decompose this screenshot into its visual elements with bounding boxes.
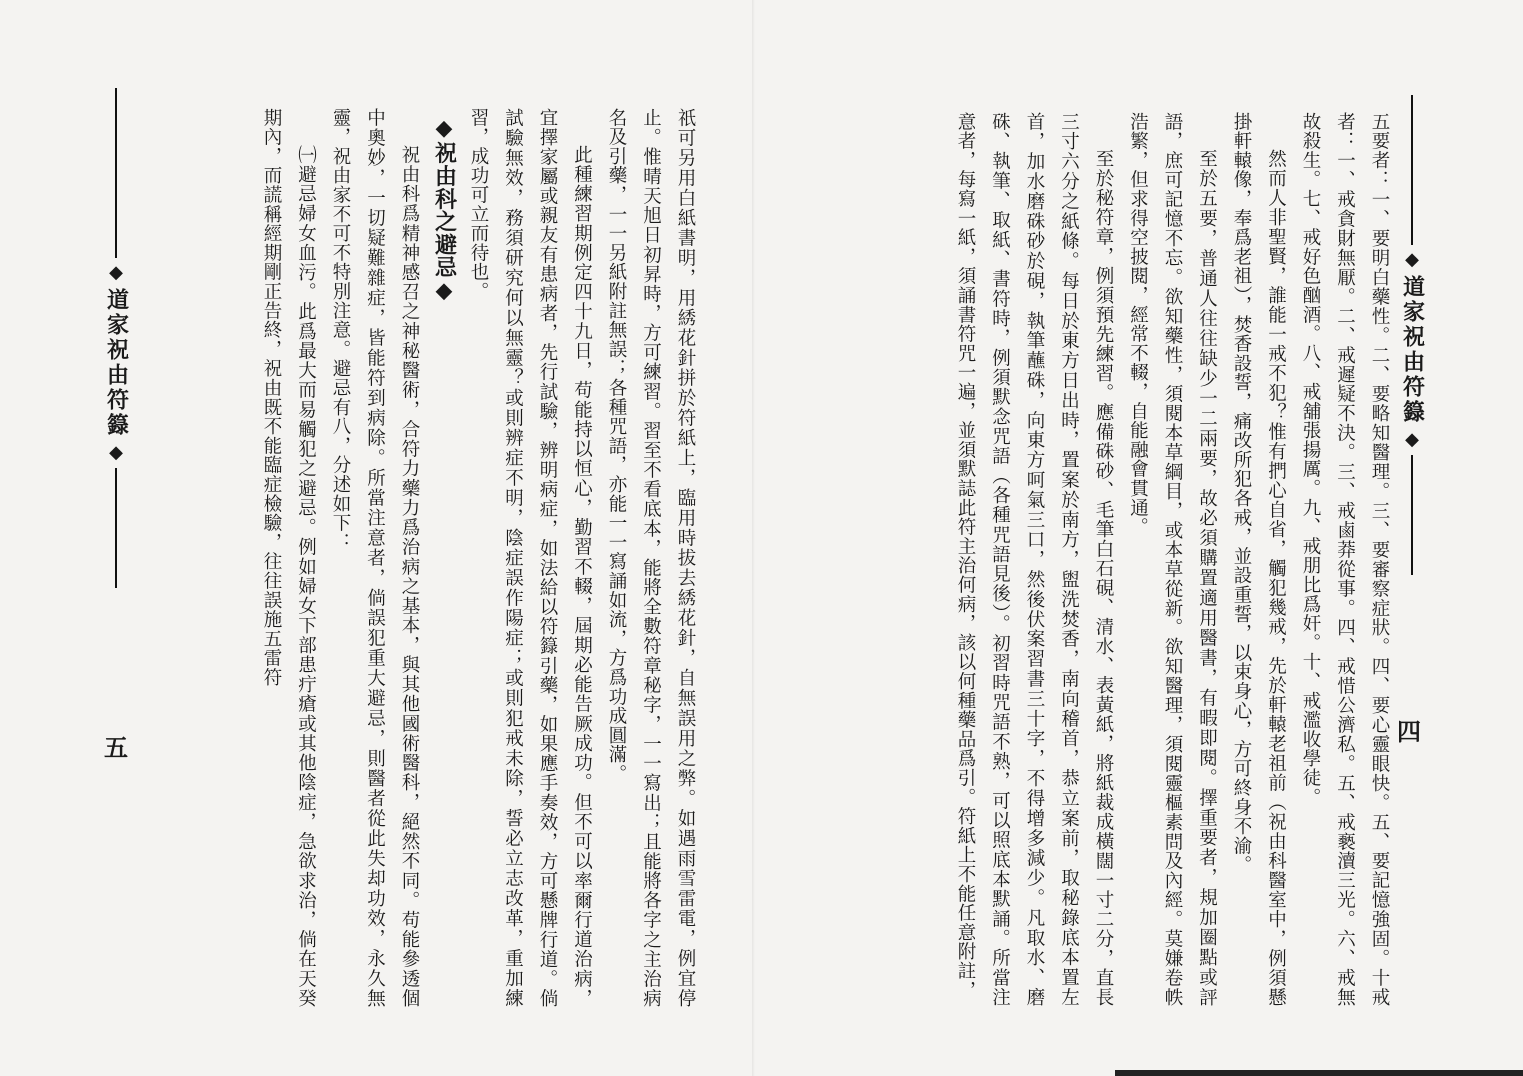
right-running-head [1394, 95, 1430, 575]
section-heading: ◆祝由科之避忌◆ [431, 116, 457, 305]
paragraph: 然而人非聖賢，誰能一戒不犯？惟有捫心自省，觸犯幾戒，先於軒轅老祖前（祝由科醫室中，例須懸掛軒轅像，奉爲老祖），焚香設誓，痛改所犯各戒，並設重誓，以束身心，方可終身不渝。 [1231, 112, 1287, 1007]
diamond-icon: ◆ [1405, 429, 1419, 450]
running-head-title: 道家祝由符籙 [1399, 275, 1425, 425]
running-head-title: 道家祝由符籙 [103, 288, 129, 438]
header-rule-top [115, 88, 117, 258]
diamond-icon: ◆ [109, 442, 123, 463]
left-page-body [182, 108, 702, 1008]
header-rule-top [1411, 95, 1413, 245]
diamond-icon: ◆ [109, 262, 123, 283]
paragraph: 祇可另用白紙書明，用綉花針拼於符紙上，臨用時拔去綉花針，自無誤用之弊。如遇雨雪雷電，例宜停止。惟晴天旭日初昇時，方可練習。習至不看底本，能將全數符章秘字，一一寫出；且能將各字之主治病名及引藥，一一另紙附註無誤；各種咒語，亦能一一寫誦如流，方爲功成圓滿。 [606, 108, 696, 1008]
paragraph: 祝由科爲精神感召之神秘醫術，合符力藥力爲治病之基本，與其他國術醫科，絕然不同。苟能參透個中奧妙，一切疑難雜症，皆能符到病除。所當注意者，倘誤犯重大避忌，則醫者從此失却功效，永久無靈，祝由家不可不特別注意。避忌有八，分述如下： [330, 108, 420, 1008]
left-running-head [98, 88, 134, 588]
header-rule-bottom [115, 468, 117, 588]
paragraph: 至於秘符章，例須預先練習。應備硃砂、毛筆白石硯、清水、表黃紙，將紙裁成橫闊一寸二分，直長三寸六分之紙條。每日於東方日出時，置案於南方，盥洗焚香，南向稽首，恭立案前，取秘錄底本置左首，加水磨硃砂於硯，執筆蘸硃，向東方呵氣三口，然後伏案習書三十字，不得增多減少。凡取水、磨硃、執筆、取紙、書符時，例須默念咒語（各種咒語見後）。初習時咒語不熟，可以照底本默誦。所當注意者，每寫一紙，須誦書符咒一遍，並須默誌此符主治何病，該以何種藥品爲引。符紙上不能任意附註， [955, 112, 1114, 1007]
scan-edge [1115, 1070, 1523, 1076]
header-rule-bottom [1411, 455, 1413, 575]
right-page-body [826, 112, 1396, 1007]
right-page-number: 四 [1397, 718, 1421, 746]
book-spine [752, 0, 755, 1076]
diamond-icon: ◆ [1405, 249, 1419, 270]
paragraph: ㈠避忌婦女血污。此爲最大而易觸犯之避忌。例如婦女下部患疔瘡或其他陰症，急欲求治，倘在天癸期內，而謊稱經期剛正告終，祝由既不能臨症檢驗，往往誤施五雷符 [261, 108, 317, 1008]
paragraph: 至於五要，普通人往往缺少一二兩要，故必須購置適用醫書，有暇即閱。擇重要者，規加圈點或評語，庶可記憶不忘。欲知藥性，須閱本草綱目，或本草從新。欲知醫理，須閱靈樞素問及內經。莫嫌卷帙浩繁，但求得空披閱，經常不輟，自能融會貫通。 [1127, 112, 1218, 1007]
paragraph: 五要者：一、要明白藥性。二、要略知醫理。三、要審察症狀。四、要心靈眼快。五、要記憶強固。十戒者：一、戒貪財無厭。二、戒遲疑不決。三、戒鹵莽從事。四、戒惜公濟私。五、戒褻瀆三光。六、戒無故殺生。七、戒好色酗酒。八、戒舖張揚厲。九、戒朋比爲奸。十、戒濫收學徒。 [1300, 112, 1390, 1007]
paragraph: 此種練習期例定四十九日，苟能持以恒心，勤習不輟，屆期必能告厥成功。但不可以率爾行道治病，宜擇家屬或親友有患病者，先行試驗，辨明病症，如法給以符籙引藥，如果應手奏效，方可懸牌行道。倘試驗無效，務須研究何以無靈？或則辨症不明，陰症誤作陽症；或則犯戒未除，誓必立志改革，重加練習，成功可立而待也。 [468, 108, 593, 1008]
left-page-number: 五 [104, 734, 128, 762]
